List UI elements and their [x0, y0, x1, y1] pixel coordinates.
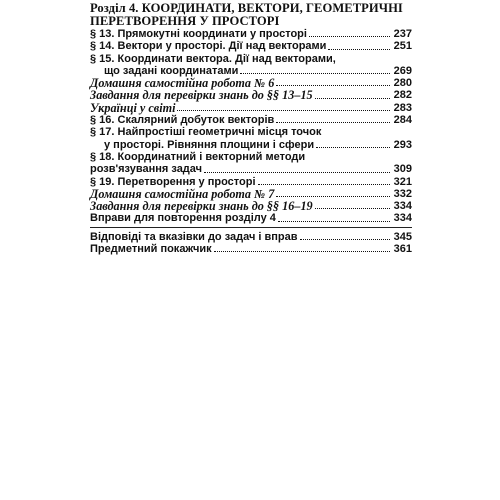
toc-entry-title: Домашня самостійна робота № 7 — [90, 186, 275, 201]
back-matter-entries — [90, 231, 412, 256]
toc-entry[interactable] — [90, 28, 412, 40]
section-divider — [90, 227, 412, 228]
toc-entry-title: Відповіді та вказівки до задач і вправ — [90, 230, 298, 243]
leader-dots — [309, 35, 390, 37]
toc-entry[interactable] — [90, 243, 412, 255]
toc-entry-page: 237 — [393, 28, 412, 40]
leader-dots — [276, 195, 390, 197]
leader-dots — [276, 121, 390, 123]
toc-entry-page: 293 — [393, 138, 412, 151]
section-title-line1: КООРДИНАТИ, ВЕКТОРИ, ГЕОМЕТРИЧНІ — [141, 1, 403, 15]
toc-entry[interactable] — [90, 89, 412, 101]
toc-entry[interactable] — [90, 114, 412, 126]
section-title-line2: ПЕРЕТВОРЕННЯ У ПРОСТОРІ — [90, 13, 280, 28]
toc-entry-title-line1: § 15. Координати вектора. Дії над векторами, — [90, 52, 336, 65]
toc-entry-title: Домашня самостійна робота № 6 — [90, 76, 275, 91]
toc-entry[interactable] — [90, 176, 412, 188]
toc-entry[interactable] — [90, 231, 412, 243]
toc-entry-title-line1: § 17. Найпростіші геометричні місця точок — [90, 126, 322, 139]
leader-dots — [240, 72, 390, 74]
toc-entry[interactable] — [90, 102, 412, 114]
leader-dots — [315, 97, 390, 99]
leader-dots — [214, 250, 390, 252]
toc-entry-page: 321 — [393, 175, 412, 188]
toc-entry-page: 269 — [393, 64, 412, 77]
toc-entry-page: 283 — [393, 101, 412, 114]
leader-dots — [315, 207, 390, 209]
toc-entry-page: 309 — [393, 163, 412, 176]
toc-entry-title: § 16. Скалярний добуток векторів — [90, 114, 275, 127]
toc-entry-title: Предметний покажчик — [90, 243, 212, 256]
toc-entry-title: розв'язування задач — [90, 163, 203, 176]
leader-dots — [204, 171, 390, 173]
leader-dots — [300, 238, 390, 240]
toc-entry[interactable] — [90, 139, 412, 151]
table-of-contents — [90, 2, 412, 255]
toc-entry-title: Українці у світі — [90, 100, 176, 115]
toc-entry[interactable] — [90, 200, 412, 212]
toc-entry-page: 332 — [393, 187, 412, 200]
toc-entry-page: 280 — [393, 77, 412, 90]
toc-entry-title: § 19. Перетворення у просторі — [90, 175, 256, 188]
toc-entry-page: 345 — [393, 230, 412, 243]
toc-entry-page: 334 — [393, 212, 412, 225]
leader-dots — [276, 84, 390, 86]
toc-entry-page: 334 — [393, 200, 412, 213]
toc-entry-title: § 13. Прямокутні координати у просторі — [90, 28, 307, 40]
toc-entry-title-line1: § 18. Координатний і векторний методи — [90, 150, 306, 163]
leader-dots — [258, 183, 390, 185]
leader-dots — [177, 109, 390, 111]
toc-entry[interactable] — [90, 163, 412, 175]
toc-entry-page: 284 — [393, 114, 412, 127]
toc-entry-title: що задані координатами — [104, 64, 239, 77]
toc-entry[interactable] — [90, 40, 412, 52]
toc-entry-title: Завдання для перевірки знань до §§ 16–19 — [90, 199, 313, 214]
leader-dots — [278, 220, 390, 222]
toc-entry-page: 361 — [393, 243, 412, 256]
toc-entry-page: 282 — [393, 89, 412, 102]
leader-dots — [328, 48, 390, 50]
toc-entry-title: Завдання для перевірки знань до §§ 13–15 — [90, 88, 313, 103]
toc-entry-title: § 14. Вектори у просторі. Дії над векторами — [90, 40, 327, 53]
toc-entry-page: 251 — [393, 40, 412, 53]
toc-entry[interactable] — [90, 212, 412, 224]
toc-entries — [90, 28, 412, 225]
leader-dots — [316, 146, 390, 148]
toc-entry-title: Вправи для повторення розділу 4 — [90, 212, 276, 225]
section-label: Розділ 4. — [90, 1, 139, 15]
toc-entry-title: у просторі. Рівняння площини і сфери — [104, 138, 315, 151]
section-heading — [90, 2, 412, 27]
